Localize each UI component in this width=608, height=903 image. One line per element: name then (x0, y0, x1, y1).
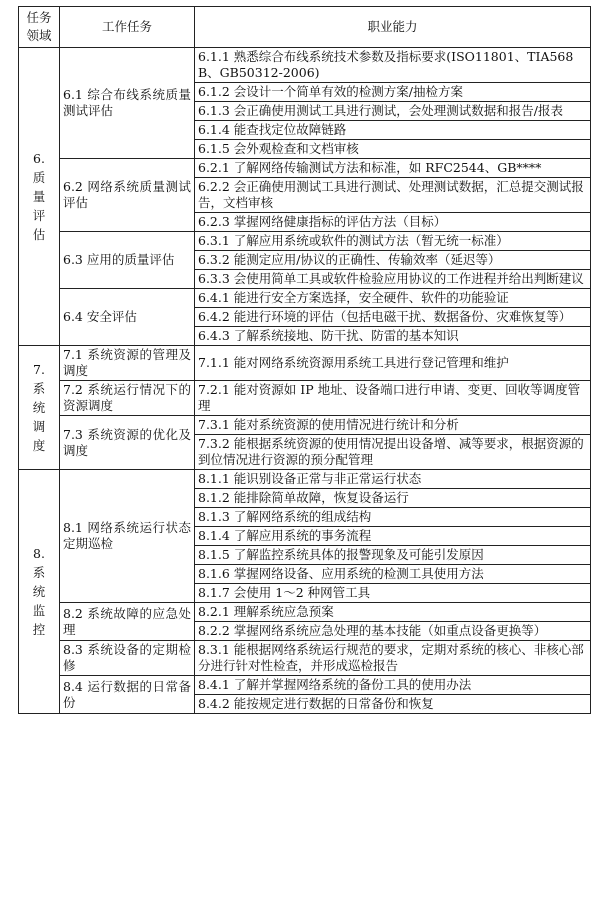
task-cell: 7.1 系统资源的管理及调度 (60, 346, 195, 381)
domain-label-line: 统 (32, 584, 46, 599)
ability-cell: 6.2.2 会正确使用测试工具进行测试、处理测试数据，汇总提交测试报告，文档审核 (195, 178, 591, 213)
header-task: 工作任务 (60, 7, 195, 48)
table-body (19, 48, 591, 714)
domain-label-line: 7. (33, 362, 45, 377)
ability-cell: 8.1.6 掌握网络设备、应用系统的检测工具使用方法 (195, 565, 591, 584)
ability-cell: 7.2.1 能对资源如 IP 地址、设备端口进行申请、变更、回收等调度管理 (195, 381, 591, 416)
task-cell: 6.2 网络系统质量测试评估 (60, 159, 195, 232)
ability-cell: 6.4.3 了解系统接地、防干扰、防雷的基本知识 (195, 327, 591, 346)
domain-cell (19, 48, 60, 346)
domain-label-line: 6. (33, 151, 45, 166)
table-row (19, 159, 591, 178)
domain-label-line: 监 (32, 603, 46, 618)
domain-label-line: 度 (32, 438, 46, 453)
ability-cell: 6.1.2 会设计一个简单有效的检测方案/抽检方案 (195, 83, 591, 102)
table-row (19, 641, 591, 676)
ability-cell: 6.1.4 能查找定位故障链路 (195, 121, 591, 140)
task-cell: 6.1 综合布线系统质量测试评估 (60, 48, 195, 159)
domain-label-line: 8. (33, 546, 45, 561)
ability-cell: 6.2.3 掌握网络健康指标的评估方法（目标） (195, 213, 591, 232)
ability-cell: 6.3.3 会使用简单工具或软件检验应用协议的工作进程并给出判断建议 (195, 270, 591, 289)
ability-cell: 8.1.5 了解监控系统具体的报警现象及可能引发原因 (195, 546, 591, 565)
task-cell: 7.3 系统资源的优化及调度 (60, 416, 195, 470)
ability-cell: 7.1.1 能对网络系统资源用系统工具进行登记管理和维护 (195, 346, 591, 381)
ability-cell: 7.3.1 能对系统资源的使用情况进行统计和分析 (195, 416, 591, 435)
ability-cell: 8.1.3 了解网络系统的组成结构 (195, 508, 591, 527)
table-row (19, 232, 591, 251)
domain-label-line: 估 (32, 227, 46, 242)
ability-cell: 8.1.7 会使用 1～2 种网管工具 (195, 584, 591, 603)
domain-label-line: 统 (32, 400, 46, 415)
domain-label-line: 系 (32, 565, 46, 580)
competency-table (18, 6, 591, 714)
header-domain (19, 7, 60, 48)
header-domain-line: 任务 (26, 10, 52, 25)
ability-cell: 6.4.2 能进行环境的评估（包括电磁干扰、数据备份、灾难恢复等） (195, 308, 591, 327)
ability-cell: 6.3.1 了解应用系统或软件的测试方法（暂无统一标准） (195, 232, 591, 251)
ability-cell: 8.2.2 掌握网络系统应急处理的基本技能（如重点设备更换等） (195, 622, 591, 641)
domain-cell (19, 470, 60, 714)
domain-label-line: 质 (32, 170, 46, 185)
table-row (19, 289, 591, 308)
ability-cell: 6.1.5 会外观检查和文档审核 (195, 140, 591, 159)
ability-cell: 8.4.2 能按规定进行数据的日常备份和恢复 (195, 695, 591, 714)
task-cell: 8.4 运行数据的日常备份 (60, 676, 195, 714)
table-row (19, 48, 591, 83)
header-domain-line: 领域 (26, 28, 52, 43)
ability-cell: 7.3.2 能根据系统资源的使用情况提出设备增、减等要求，根据资源的到位情况进行资源的预分配管理 (195, 435, 591, 470)
task-cell: 6.3 应用的质量评估 (60, 232, 195, 289)
ability-cell: 8.1.2 能排除简单故障，恢复设备运行 (195, 489, 591, 508)
ability-cell: 8.1.4 了解应用系统的事务流程 (195, 527, 591, 546)
table-header-row (19, 7, 591, 48)
domain-label-line: 量 (32, 189, 46, 204)
table-row (19, 470, 591, 489)
task-cell: 6.4 安全评估 (60, 289, 195, 346)
task-cell: 8.2 系统故障的应急处理 (60, 603, 195, 641)
domain-label-line: 调 (32, 419, 46, 434)
table-row (19, 381, 591, 416)
ability-cell: 8.4.1 了解并掌握网络系统的备份工具的使用办法 (195, 676, 591, 695)
ability-cell: 6.1.1 熟悉综合布线系统技术参数及指标要求(ISO11801、TIA568B、GB50312-2006) (195, 48, 591, 83)
table-row (19, 603, 591, 622)
domain-label-line: 控 (32, 622, 46, 637)
domain-cell (19, 346, 60, 470)
task-cell: 8.3 系统设备的定期检修 (60, 641, 195, 676)
ability-cell: 6.4.1 能进行安全方案选择，安全硬件、软件的功能验证 (195, 289, 591, 308)
ability-cell: 8.1.1 能识别设备正常与非正常运行状态 (195, 470, 591, 489)
task-cell: 7.2 系统运行情况下的资源调度 (60, 381, 195, 416)
domain-label-line: 评 (32, 208, 46, 223)
ability-cell: 6.1.3 会正确使用测试工具进行测试，会处理测试数据和报告/报表 (195, 102, 591, 121)
ability-cell: 6.2.1 了解网络传输测试方法和标准，如 RFC2544、GB**** (195, 159, 591, 178)
table-row (19, 416, 591, 435)
ability-cell: 8.2.1 理解系统应急预案 (195, 603, 591, 622)
table-row (19, 676, 591, 695)
table-row (19, 346, 591, 381)
domain-label-line: 系 (32, 381, 46, 396)
header-ability: 职业能力 (195, 7, 591, 48)
task-cell: 8.1 网络系统运行状态定期巡检 (60, 470, 195, 603)
ability-cell: 6.3.2 能测定应用/协议的正确性、传输效率（延迟等） (195, 251, 591, 270)
ability-cell: 8.3.1 能根据网络系统运行规范的要求，定期对系统的核心、非核心部分进行针对性检查，并形成巡检报告 (195, 641, 591, 676)
